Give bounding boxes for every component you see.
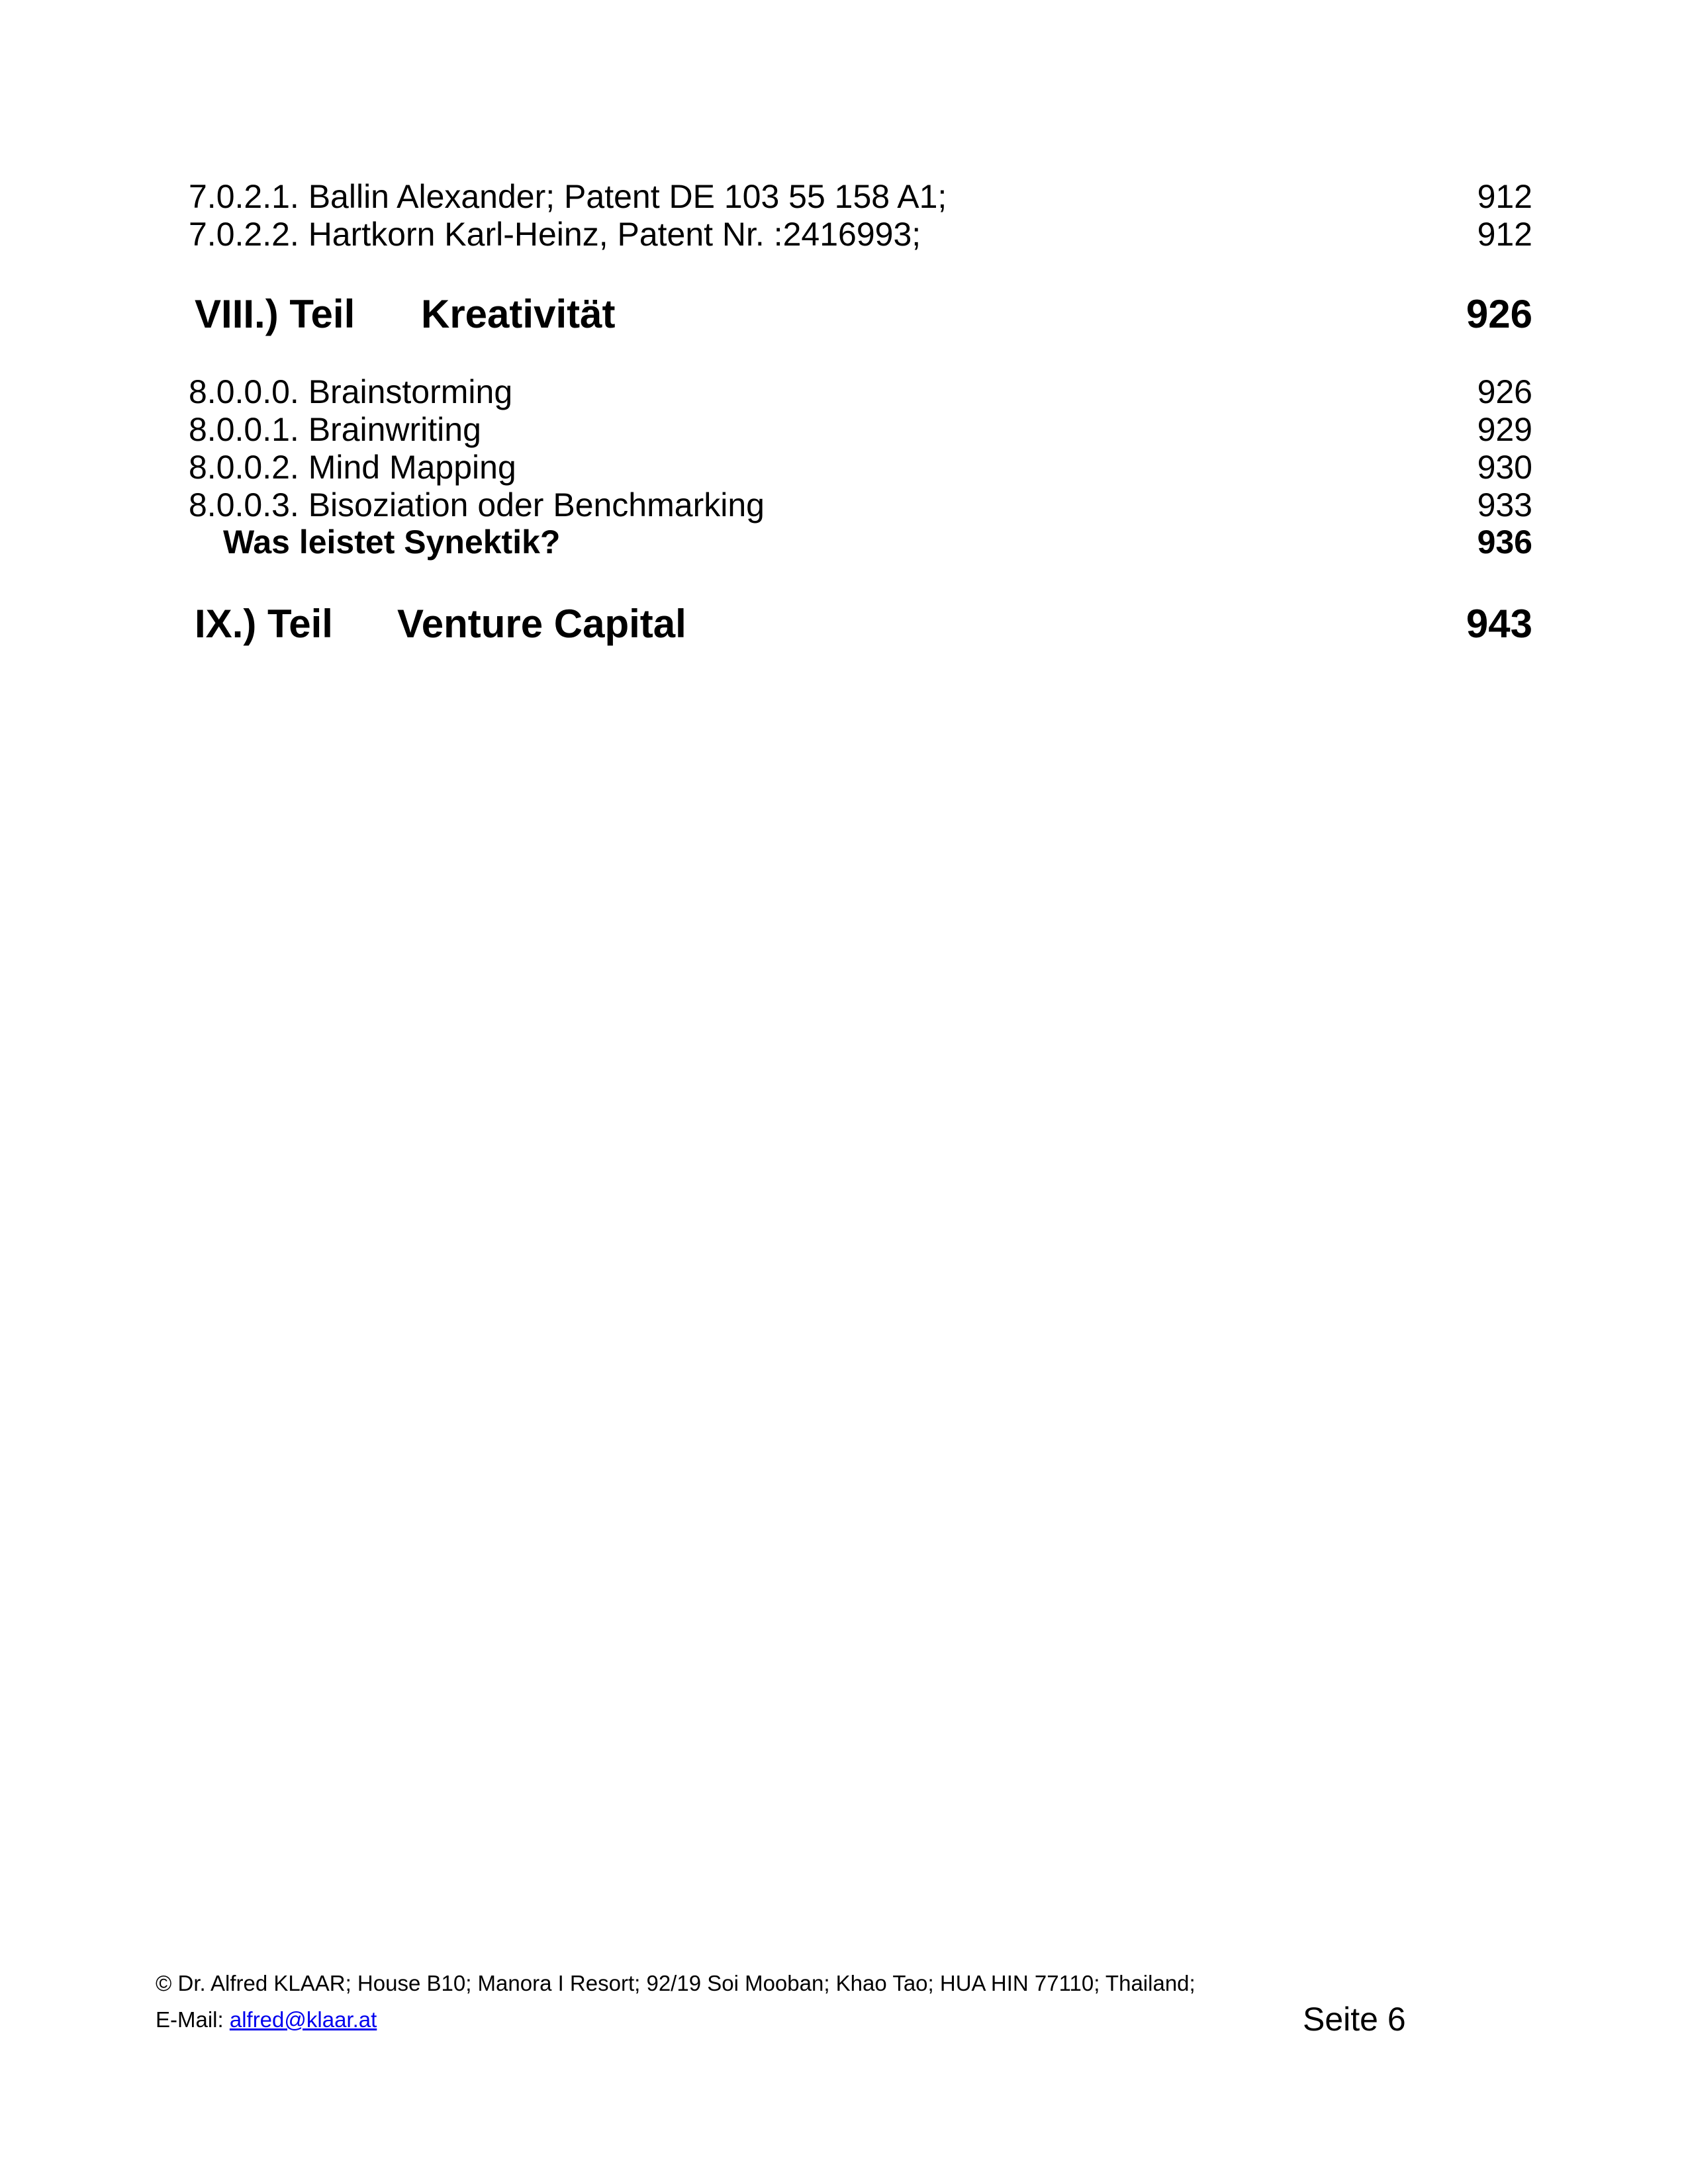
toc-part-heading [195, 601, 1532, 647]
part-page: 943 [1466, 602, 1532, 646]
footer-email-label: E-Mail: [156, 2007, 230, 2032]
toc-entry [189, 410, 1532, 449]
toc-entry-page: 912 [1477, 178, 1532, 215]
toc-entry-page: 936 [1477, 523, 1532, 561]
toc-entry [189, 448, 1532, 486]
part-page: 926 [1466, 292, 1532, 336]
toc-entry-bold [189, 523, 1532, 561]
toc-entry-page: 912 [1477, 216, 1532, 253]
toc-entry-page: 930 [1477, 449, 1532, 486]
toc-entry [189, 177, 1532, 216]
toc-entry-page: 933 [1477, 486, 1532, 523]
footer-email-line [156, 2007, 377, 2032]
toc-entry-label: Was leistet Synektik? [223, 523, 561, 561]
part-number: VIII.) Teil [195, 292, 355, 336]
toc-entry-label: 8.0.0.3. Bisoziation oder Benchmarking [189, 486, 765, 523]
part-title: Kreativität [421, 292, 616, 336]
toc-entry-label: 7.0.2.1. Ballin Alexander; Patent DE 103 55 158 A1; [189, 178, 947, 215]
toc-entry-label: 8.0.0.1. Brainwriting [189, 411, 481, 448]
toc-entry-label: 8.0.0.2. Mind Mapping [189, 449, 516, 486]
toc-part-heading [195, 291, 1532, 337]
toc-entry [189, 215, 1532, 253]
toc-entry [189, 373, 1532, 411]
page-number: Seite 6 [1303, 2001, 1406, 2038]
toc-entry [189, 486, 1532, 524]
footer-email-link[interactable]: alfred@klaar.at [229, 2007, 377, 2032]
part-number: IX.) Teil [195, 602, 333, 646]
toc-entry-page: 926 [1477, 373, 1532, 410]
toc-entry-label: 7.0.2.2. Hartkorn Karl-Heinz, Patent Nr. :2416993; [189, 216, 921, 253]
footer-copyright: © Dr. Alfred KLAAR; House B10; Manora I Resort; 92/19 Soi Mooban; Khao Tao; HUA HIN 77110; Thailand; [156, 1971, 1196, 1995]
toc-entry-page: 929 [1477, 411, 1532, 448]
part-title: Venture Capital [397, 602, 686, 646]
toc-entry-label: 8.0.0.0. Brainstorming [189, 373, 513, 410]
